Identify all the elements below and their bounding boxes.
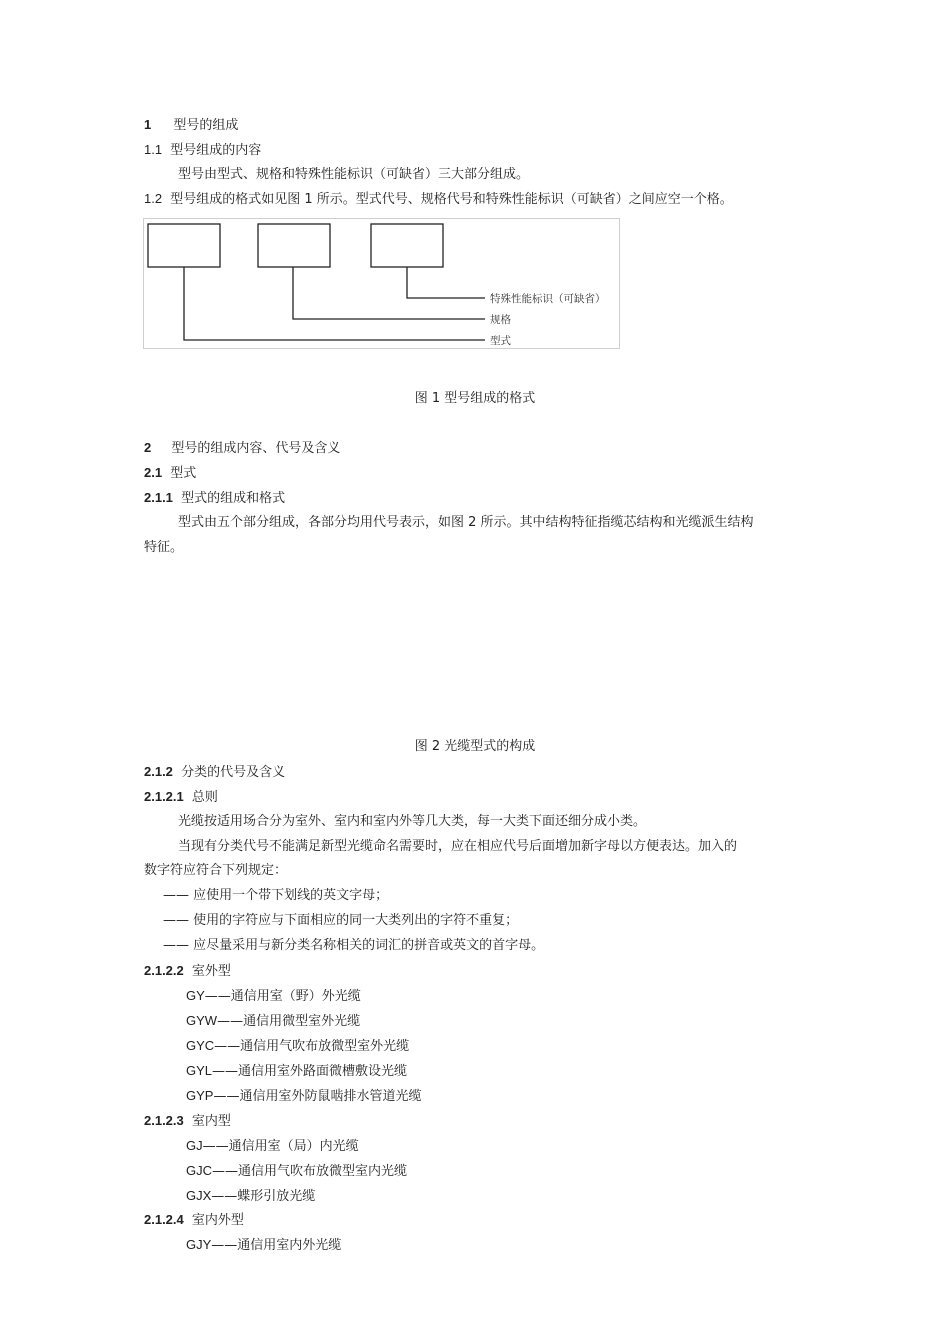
section-number: 2.1.2.1 [144, 789, 184, 804]
connector-spec [293, 267, 485, 319]
heading-section-1-2 [144, 190, 733, 209]
list-item [186, 1236, 341, 1255]
heading-section-2-1-1 [144, 489, 285, 508]
section-text: 型号组成的格式如见图 1 所示。型式代号、规格代号和特殊性能标识（可缺省）之间应空一个格。 [170, 192, 733, 207]
list-item [186, 1137, 359, 1156]
heading-section-2-1-2-1 [144, 788, 218, 807]
cable-code: GYW [186, 1013, 218, 1028]
heading-section-2-1 [144, 464, 196, 483]
paragraph-general-2-line-1: 当现有分类代号不能满足新型光缆命名需要时，应在相应代号后面增加新字母以方便表达。加入的 [178, 839, 738, 854]
cable-code: GYC [186, 1038, 215, 1053]
section-number: 2.1 [144, 465, 163, 480]
connector-type [184, 267, 485, 340]
list-item [186, 1037, 409, 1056]
section-number: 1 [144, 117, 152, 132]
figure-1-caption: 图 1 型号组成的格式 [414, 391, 536, 406]
heading-section-1-1 [144, 141, 261, 160]
heading-section-2-1-2-3 [144, 1112, 231, 1131]
list-item [186, 987, 361, 1006]
heading-section-1 [144, 116, 238, 135]
cable-description: ——通信用微型室外光缆 [217, 1014, 361, 1029]
section-title: 型号的组成内容、代号及含义 [171, 441, 341, 456]
section-number: 2.1.1 [144, 490, 173, 505]
cable-description: ——通信用室（局）内光缆 [202, 1139, 359, 1154]
list-item [186, 1012, 360, 1031]
label-type: 型式 [490, 335, 511, 347]
cable-description: ——通信用室（野）外光缆 [204, 989, 361, 1004]
section-number: 1.1 [144, 142, 163, 157]
heading-section-2-1-2 [144, 763, 285, 782]
section-number: 2 [144, 440, 152, 455]
heading-section-2-1-2-2 [144, 962, 231, 981]
section-title: 室内外型 [191, 1213, 244, 1228]
cable-description: ——通信用气吹布放微型室外光缆 [214, 1039, 410, 1054]
model-format-diagram [143, 218, 621, 350]
list-item [186, 1087, 421, 1106]
paragraph-general-1: 光缆按适用场合分为室外、室内和室内外等几大类，每一大类下面还细分成小类。 [178, 814, 647, 829]
section-number: 2.1.2.2 [144, 963, 184, 978]
paragraph-general-2-line-2: 数字符应符合下列规定： [144, 863, 288, 878]
label-spec: 规格 [490, 314, 511, 326]
cable-description: ——通信用室外路面微槽敷设光缆 [212, 1064, 408, 1079]
paragraph-2-1-1-line-1: 型式由五个部分组成，各部分均用代号表示，如图 2 所示。其中结构特征指缆芯结构和光缆派生结构 [178, 515, 754, 530]
figure-2-caption: 图 2 光缆型式的构成 [414, 739, 536, 754]
box-type [148, 224, 220, 267]
section-title: 型号组成的内容 [170, 143, 262, 158]
cable-code: GYL [186, 1063, 213, 1078]
box-special [371, 224, 443, 267]
section-title: 型式 [170, 466, 197, 481]
cable-code: GYP [186, 1088, 214, 1103]
connector-special [407, 267, 485, 298]
cable-code: GY [186, 988, 205, 1003]
cable-code: GJC [186, 1163, 212, 1178]
cable-description: ——通信用室外防鼠啮排水管道光缆 [213, 1089, 422, 1104]
heading-section-2-1-2-4 [144, 1211, 244, 1230]
cable-description: ——通信用室内外光缆 [211, 1238, 342, 1253]
cable-description: ——蝶形引放光缆 [211, 1189, 316, 1204]
box-spec [258, 224, 330, 267]
list-item [186, 1162, 407, 1181]
section-title: 型式的组成和格式 [181, 491, 286, 506]
paragraph-1-1: 型号由型式、规格和特殊性能标识（可缺省）三大部分组成。 [178, 167, 530, 182]
rule-item: —— 使用的字符应与下面相应的同一大类列出的字符不重复； [163, 913, 519, 928]
section-title: 室外型 [191, 964, 231, 979]
section-number: 1.2 [144, 191, 163, 206]
section-title: 分类的代号及含义 [181, 765, 286, 780]
figure-1-diagram [143, 218, 621, 354]
paragraph-2-1-1-line-2: 特征。 [144, 540, 184, 555]
list-item [186, 1187, 315, 1206]
rule-item: —— 应尽量采用与新分类名称相关的词汇的拼音或英文的首字母。 [163, 938, 545, 953]
label-special-marking: 特殊性能标识（可缺省） [490, 293, 606, 305]
cable-code: GJ [186, 1138, 203, 1153]
list-item [186, 1062, 407, 1081]
section-title: 型号的组成 [173, 118, 239, 133]
heading-section-2 [144, 439, 340, 458]
section-title: 总则 [191, 790, 218, 805]
section-title: 室内型 [191, 1114, 231, 1129]
cable-code: GJY [186, 1237, 212, 1252]
cable-code: GJX [186, 1188, 212, 1203]
rule-item: —— 应使用一个带下划线的英文字母； [163, 888, 389, 903]
cable-description: ——通信用气吹布放微型室内光缆 [212, 1164, 408, 1179]
section-number: 2.1.2 [144, 764, 173, 779]
section-number: 2.1.2.4 [144, 1212, 184, 1227]
section-number: 2.1.2.3 [144, 1113, 184, 1128]
